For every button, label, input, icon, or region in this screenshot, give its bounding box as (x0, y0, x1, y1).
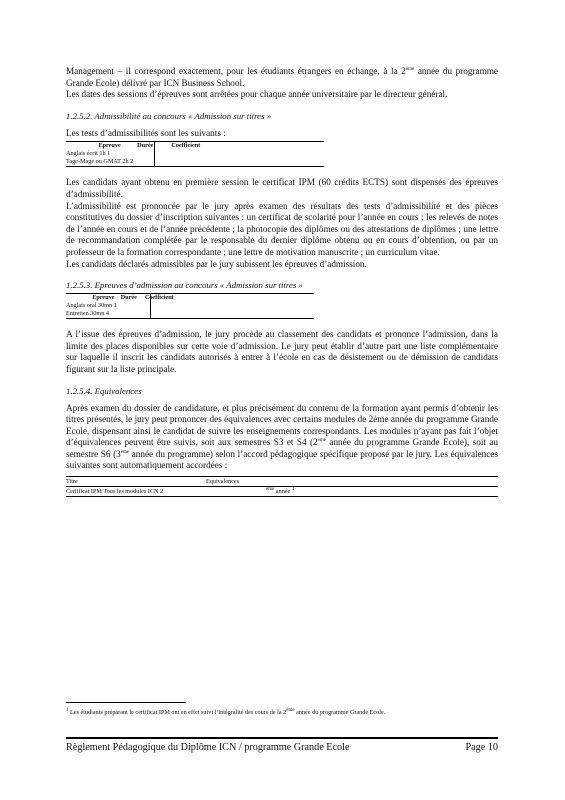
admissibilite-paragraph-3: Les candidats déclarés admissibles par le jury subissent les épreuves d’admission. (66, 258, 367, 269)
table-header: Durée (137, 142, 154, 150)
page-footer (66, 742, 498, 753)
footer-title: Règlement Pédagogique du Diplôme ICN / programme Grande Ecole (66, 742, 350, 753)
footnote: $^1$ Les étudiants préparant le certificat IPM ont en effet suivi l’intégralité des cours de la 2ème année du programme Grande Ecole. (66, 707, 386, 716)
table-header: Equivalences (206, 478, 239, 486)
table-row: Anglais oral 30mn 1 (66, 302, 117, 310)
equivalences-paragraph: Après examen du dossier de candidature, et plus précisément du contenu de la formation ayant permis d’obtenir les titres présentés, le jury peut prononcer des équivalences avec certains modules de 2ème année du programme Grande Ecole, dispensant ainsi le candidat de suivre les enseignements correspondants. Les modules n’ayant pas fait l’objet d’équivalences peuvent être suivis, soit aux semestres S3 et S4 (2ème année du programme Grande Ecole), soit au semestre S6 (3ème année du programme) selon l’accord pédagogique spécifique proposé par le jury. Les équivalences suivantes sont automatiquement accordées : (66, 402, 499, 471)
footnote-separator (66, 702, 186, 703)
table-row: Entretien 30mn 4 (66, 310, 109, 318)
page-body (66, 66, 498, 497)
table-header: Coefficient (171, 142, 201, 150)
intro-paragraph-2: Les dates des sessions d’épreuves sont arrêtées pour chaque année universitaire par le directeur général. (66, 89, 448, 100)
section-heading-admission: 1.2.5.3. Epreuves d’admission au concours « Admission sur titres » (66, 280, 303, 291)
equivalences-table (66, 476, 498, 497)
admissibilite-lead: Les tests d’admissibilités sont les suivants : (66, 127, 226, 138)
table-header: Epreuve (92, 294, 115, 302)
table-header: Titre (66, 478, 78, 486)
table-header: Durée (120, 294, 137, 302)
table-row: Certificat IPM Tous les modules ICN 2 $^{ème}$ année $^1$ (66, 487, 295, 496)
intro-paragraph-1: Management – il correspond exactement, pour les étudiants étrangers en échange, à la 2ème année du programme Grande Ecole) délivré par ICN Business School. (66, 66, 499, 88)
table-header: Coefficient (144, 294, 174, 302)
admission-table (66, 293, 314, 319)
admissibilite-table (66, 141, 324, 167)
admissibilite-paragraph-2: L’admissibilité est prononcée par le jury après examen des résultats des tests d’admissibilité et des pièces constitutives du dossier d’inscription suivantes : un certificat de scolarité pour l’année en cours ; les relevés de notes de l’année en cours et de l’année précédente ; la photocopie des diplômes ou des attestations de diplômes ; une lettre de recommandation complétée par le responsable du dernier diplôme obtenu ou en cours d’obtention, ou par un professeur de la formation correspondante ; une lettre de motivation manuscrite ; un curriculum vitae. (66, 200, 498, 257)
section-heading-admissibilite: 1.2.5.2. Admissibilité au concours « Admission sur titres » (66, 110, 272, 121)
table-row: Tage-Mage ou GMAT 2h 2 (66, 158, 134, 166)
table-header: Epreuve (98, 142, 121, 150)
admissibilite-paragraph-1: Les candidats ayant obtenu en première session le certificat IPM (60 crédits ECTS) sont dispensés des épreuves d’admissibilité. (66, 177, 498, 199)
table-row: Anglais écrit 1h 1 (66, 150, 111, 158)
page-number: Page 10 (465, 742, 498, 753)
admission-paragraph: A l’issue des épreuves d’admission, le jury procède au classement des candidats et prononce l’admission, dans la limite des places disponibles sur cette voie d’admission. Le jury peut établir d’autre part une liste complémentaire sur laquelle il inscrit les candidats autorisés à entrer à l’école en cas de désistement ou de démission de candidats figurant sur la liste principale. (66, 329, 498, 374)
section-heading-equivalences: 1.2.5.4. Equivalences (66, 385, 142, 396)
footer-separator (66, 737, 498, 739)
